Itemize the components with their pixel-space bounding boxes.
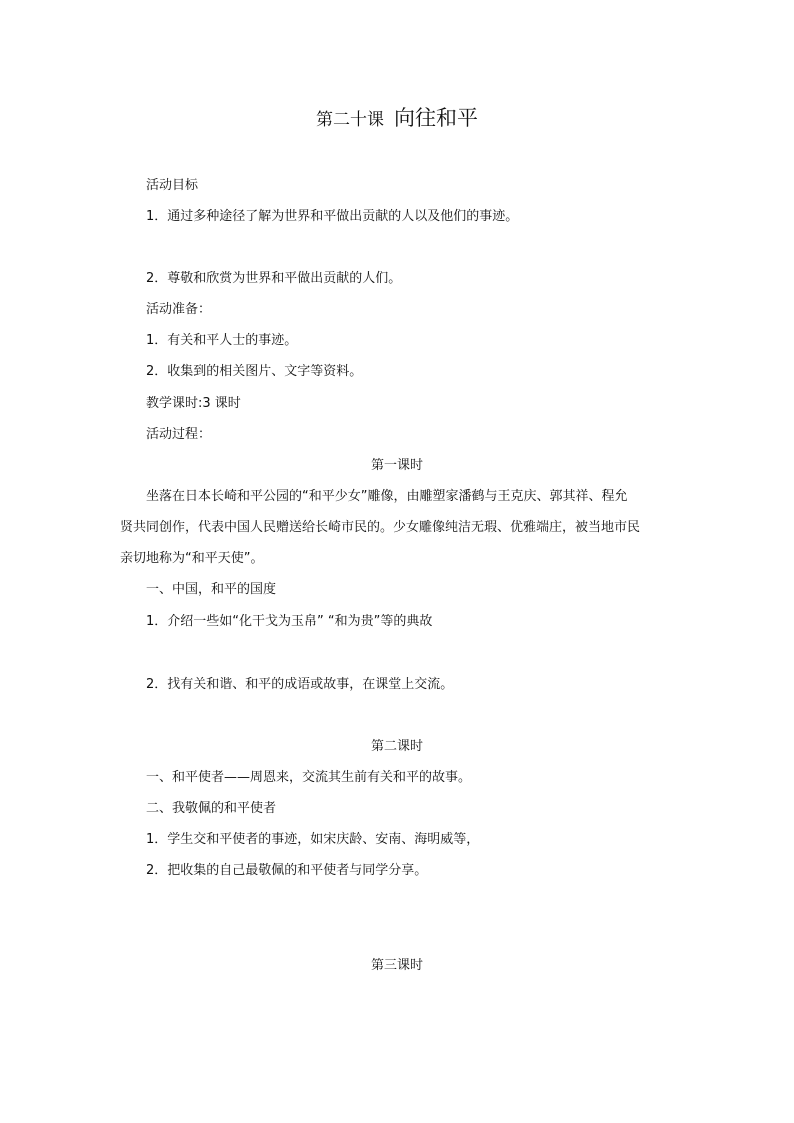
lesson-2-item-1: 1．学生交和平使者的事迹，如宋庆龄、安南、海明威等， bbox=[146, 832, 480, 847]
lesson-1-section-1: 一、中国，和平的国度 bbox=[146, 582, 277, 597]
page-title bbox=[0, 106, 794, 132]
title-lesson-number: 第二十课 bbox=[316, 110, 384, 130]
lesson-1-item-2: 2．找有关和谐、和平的成语或故事，在课堂上交流。 bbox=[146, 677, 454, 692]
lesson-1-intro-line-3: 亲切地称为“和平天使”。 bbox=[120, 551, 264, 566]
lesson-1-heading: 第一课时 bbox=[370, 458, 423, 473]
lesson-3-heading: 第三课时 bbox=[370, 958, 423, 973]
objectives-heading: 活动目标 bbox=[146, 178, 199, 193]
lesson-2-section-1: 一、和平使者——周恩来，交流其生前有关和平的故事。 bbox=[146, 770, 472, 785]
class-hours: 教学课时:3 课时 bbox=[146, 396, 241, 411]
preparation-heading: 活动准备： bbox=[146, 302, 212, 317]
process-heading: 活动过程： bbox=[146, 427, 212, 442]
lesson-1-item-1: 1．介绍一些如“化干戈为玉帛” “和为贵”等的典故 bbox=[146, 614, 433, 629]
preparation-item-1: 1．有关和平人士的事迹。 bbox=[146, 333, 298, 348]
lesson-2-item-2: 2．把收集的自己最敬佩的和平使者与同学分享。 bbox=[146, 863, 428, 878]
objective-item-1: 1．通过多种途径了解为世界和平做出贡献的人以及他们的事迹。 bbox=[146, 209, 519, 224]
lesson-2-heading: 第二课时 bbox=[370, 739, 423, 754]
lesson-2-section-2: 二、我敬佩的和平使者 bbox=[146, 801, 277, 816]
objective-item-2: 2．尊敬和欣赏为世界和平做出贡献的人们。 bbox=[146, 271, 402, 286]
lesson-1-intro-line-1: 坐落在日本长崎和平公园的“和平少女”雕像，由雕塑家潘鹤与王克庆、郭其祥、程允 bbox=[146, 489, 628, 504]
preparation-item-2: 2．收集到的相关图片、文字等资料。 bbox=[146, 364, 363, 379]
lesson-1-intro-line-2: 贤共同创作，代表中国人民赠送给长崎市民的。少女雕像纯洁无瑕、优雅端庄，被当地市民 bbox=[120, 520, 641, 535]
title-topic: 向往和平 bbox=[394, 106, 478, 130]
